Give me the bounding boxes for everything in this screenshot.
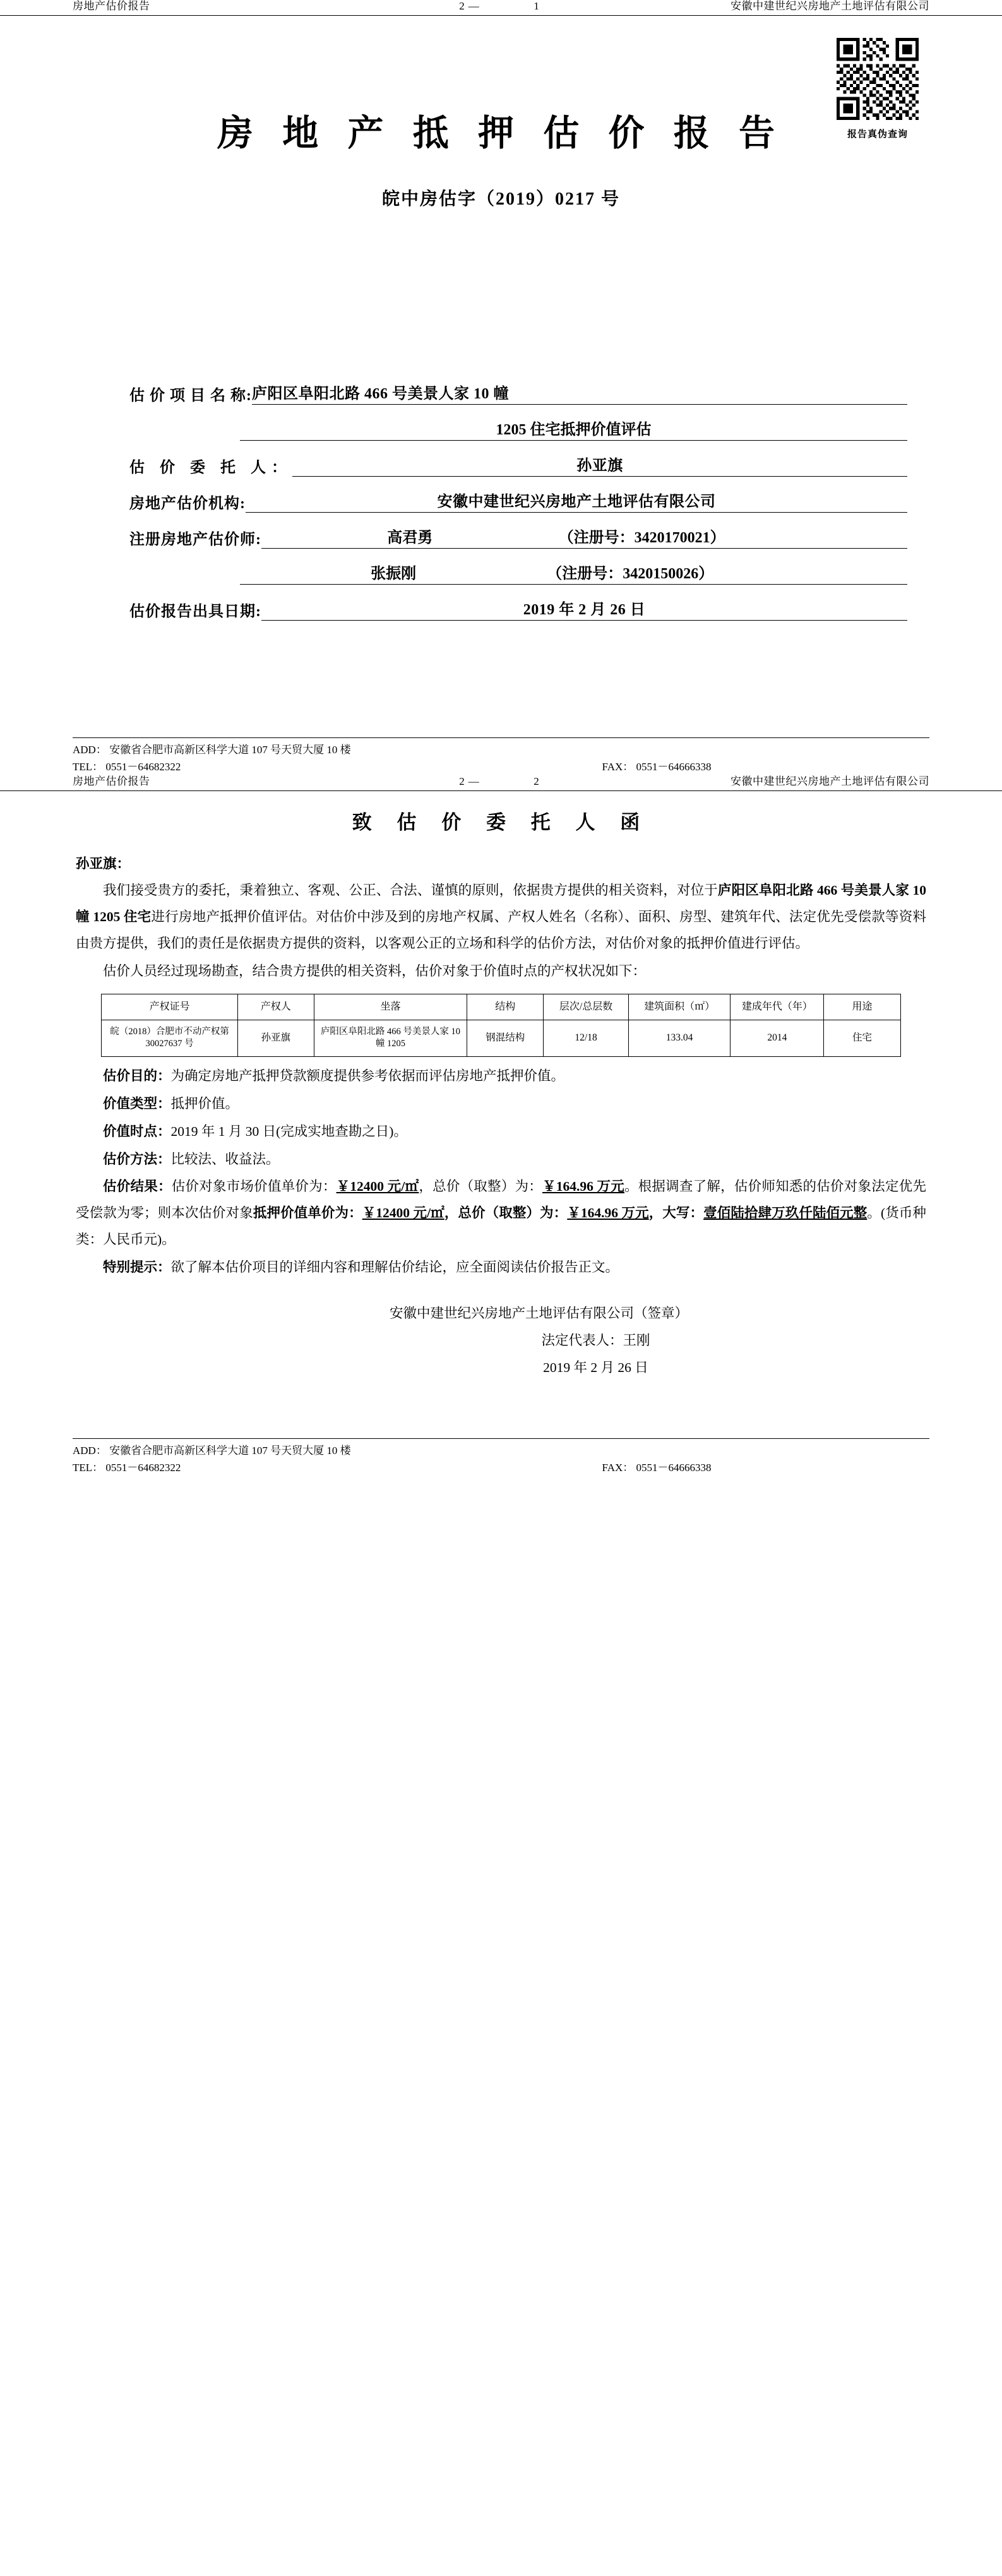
result-text-7: 。(货币种类：人民币元)。 [76, 1205, 926, 1248]
result-amount-in-words: 壹佰陆拾肆万玖仟陆佰元整 [703, 1205, 868, 1221]
th-area: 建筑面积（㎡） [628, 994, 731, 1020]
footer-fax: FAX： 0551－64666338 [602, 760, 712, 773]
running-header-middle [355, 0, 647, 13]
field-project-name [129, 381, 907, 405]
signature-date: 2019 年 2 月 26 日 [543, 1360, 648, 1376]
td-area: 133.04 [628, 1020, 731, 1056]
letter-salutation: 孙亚旗： [76, 856, 131, 872]
field-issue-date-value: 2019 年 2 月 26 日 [261, 597, 907, 621]
property-ownership-table [101, 994, 900, 1057]
running-header-left: 房地产估价报告 [73, 775, 150, 788]
result-unit-price-market: ￥12400 元/㎡ [336, 1179, 419, 1195]
item-appraisal-method-text: 比较法、收益法。 [170, 1151, 280, 1167]
running-header-middle [355, 775, 647, 788]
th-certificate-no: 产权证号 [102, 994, 237, 1020]
result-text-3: 。根据调查了解，估价师知悉的估价对象法定优先受偿款为零；则本次估价对象 [76, 1179, 926, 1221]
appraiser-1-name: 高君勇 [387, 530, 433, 547]
special-notice-text: 欲了解本估价项目的详细内容和理解估价结论，应全面阅读估价报告正文。 [170, 1260, 619, 1275]
td-year-built: 2014 [731, 1020, 824, 1056]
appraiser-2-registration: （注册号：3420150026） [547, 566, 714, 583]
item-value-type [76, 1091, 926, 1118]
result-text-5: ，总价（取整）为： [444, 1205, 568, 1221]
item-value-type-label: 价值类型： [103, 1095, 171, 1111]
qr-code-icon [837, 38, 919, 120]
running-header-section: 2— [459, 0, 483, 12]
qr-code-caption: 报告真伪查询 [847, 129, 908, 140]
page-2 [0, 775, 1002, 1486]
letter-p1-part-a: 我们接受贵方的委托，秉着独立、客观、公正、合法、谨慎的原则，依据贵方提供的相关资料，对位于 [103, 883, 718, 898]
letter-paragraph-2: 估价人员经过现场勘查，结合贵方提供的相关资料，估价对象于价值时点的产权状况如下： [103, 963, 647, 979]
footer-address: ADD： 安徽省合肥市高新区科学大道 107 号天贸大厦 10 楼 [73, 744, 351, 756]
field-agency-label: 房地产估价机构: [129, 496, 246, 513]
td-structure: 钢混结构 [467, 1020, 544, 1056]
field-issue-date [129, 597, 907, 621]
running-header-page1 [0, 0, 1002, 16]
appraiser-2-name: 张振刚 [371, 566, 417, 583]
cover-title: 房 地 产 抵 押 估 价 报 告 [217, 114, 785, 154]
table-row [102, 1020, 900, 1056]
running-header-left: 房地产估价报告 [73, 0, 150, 12]
running-header-right: 安徽中建世纪兴房地产土地评估有限公司 [730, 0, 929, 12]
item-value-date [76, 1119, 926, 1145]
field-project-name-value-line1: 庐阳区阜阳北路 466 号美景人家 10 幢 [252, 381, 907, 405]
field-client-label: 估 价 委 托 人： [129, 460, 292, 477]
result-text-1: 估价对象市场价值单价为： [171, 1179, 337, 1195]
th-owner: 产权人 [237, 994, 314, 1020]
footer-tel: TEL： 0551－64682322 [73, 1461, 181, 1474]
field-appraiser-label: 注册房地产估价师: [129, 532, 261, 549]
field-issue-date-label: 估价报告出具日期: [129, 604, 261, 621]
result-text-2: ，总价（取整）为： [419, 1179, 542, 1195]
field-agency-value: 安徽中建世纪兴房地产土地评估有限公司 [246, 489, 907, 513]
letter-paragraph-1 [76, 878, 926, 957]
footer-tel: TEL： 0551－64682322 [73, 760, 181, 773]
footer-divider [73, 737, 929, 738]
item-value-date-label: 价值时点： [103, 1123, 171, 1139]
footer-fax: FAX： 0551－64666338 [602, 1461, 712, 1474]
qr-code-block [830, 38, 925, 140]
item-value-date-text: 2019 年 1 月 30 日(完成实地查勘之日)。 [170, 1123, 407, 1139]
th-year-built: 建成年代（年） [731, 994, 824, 1020]
td-floor: 12/18 [544, 1020, 629, 1056]
th-use: 用途 [824, 994, 900, 1020]
field-client-value: 孙亚旗 [292, 453, 907, 477]
running-header-right: 安徽中建世纪兴房地产土地评估有限公司 [730, 775, 929, 788]
td-owner: 孙亚旗 [237, 1020, 314, 1056]
td-certificate-no: 皖（2018）合肥市不动产权第30027637 号 [102, 1020, 237, 1056]
th-location: 坐落 [314, 994, 467, 1020]
letter-title: 致 估 价 委 托 人 函 [352, 811, 650, 834]
item-special-notice [76, 1255, 926, 1281]
page-1 [0, 0, 1002, 775]
result-total-price-mortgage: ￥164.96 万元 [567, 1205, 649, 1221]
field-agency [129, 489, 907, 513]
result-unit-price-mortgage: ￥12400 元/㎡ [362, 1205, 444, 1221]
item-appraisal-purpose-text: 为确定房地产抵押贷款额度提供参考依据而评估房地产抵押价值。 [170, 1068, 565, 1083]
item-appraisal-result [76, 1174, 926, 1253]
cover-fields [129, 381, 907, 621]
td-use: 住宅 [824, 1020, 900, 1056]
result-total-price-market: ￥164.96 万元 [542, 1179, 624, 1195]
field-project-name-label: 估 价 项 目 名 称: [129, 388, 252, 405]
page-1-footer [0, 737, 1002, 775]
letter-body [0, 851, 1002, 1381]
running-header-pagenum: 1 [534, 0, 543, 12]
item-appraisal-purpose-label: 估价目的： [103, 1068, 171, 1083]
th-structure: 结构 [467, 994, 544, 1020]
result-label: 估价结果： [103, 1179, 172, 1195]
footer-divider [73, 1438, 929, 1439]
page-2-footer [0, 1438, 1002, 1476]
field-appraiser-2 [129, 561, 907, 585]
letter-p1-part-b: 进行房地产抵押价值评估。对估价中涉及到的房地产权属、产权人姓名（名称）、面积、房型、建筑年代、法定优先受偿款等资料由贵方提供，我们的责任是依据贵方提供的资料，以客观公正的立场和科学的估价方法，对估价对象的抵押价值进行评估。 [76, 909, 926, 951]
signature-block [76, 1300, 926, 1381]
item-appraisal-method [76, 1147, 926, 1173]
special-notice-label: 特别提示： [103, 1260, 171, 1275]
field-project-name-value-line2: 1205 住宅抵押价值评估 [240, 417, 907, 441]
result-text-6: ，大写： [648, 1205, 704, 1221]
item-appraisal-method-label: 估价方法： [103, 1151, 171, 1167]
field-appraiser-1-value [261, 525, 907, 549]
result-text-4: 抵押价值单价为： [253, 1205, 362, 1221]
running-header-page2 [0, 775, 1002, 791]
field-project-name-line2 [129, 417, 907, 441]
footer-address: ADD： 安徽省合肥市高新区科学大道 107 号天贸大厦 10 楼 [73, 1445, 351, 1457]
field-client [129, 453, 907, 477]
field-appraiser-2-value [240, 561, 907, 585]
signature-legal-representative: 法定代表人：王刚 [541, 1333, 650, 1349]
th-floor: 层次/总层数 [544, 994, 629, 1020]
cover-report-number: 皖中房估字（2019）0217 号 [381, 189, 620, 210]
running-header-pagenum: 2 [534, 775, 543, 788]
table-header-row [102, 994, 900, 1020]
item-value-type-text: 抵押价值。 [170, 1095, 239, 1111]
item-appraisal-purpose [76, 1063, 926, 1090]
letter-p1-subject: 庐阳区阜阳北路 466 号美景人家 10 幢 1205 住宅 [76, 883, 926, 925]
field-appraiser-1 [129, 525, 907, 549]
running-header-section: 2— [459, 775, 483, 788]
td-location: 庐阳区阜阳北路 466 号美景人家 10 幢 1205 [314, 1020, 467, 1056]
signature-company: 安徽中建世纪兴房地产土地评估有限公司（签章） [389, 1306, 688, 1321]
appraiser-1-registration: （注册号：3420170021） [558, 530, 725, 547]
